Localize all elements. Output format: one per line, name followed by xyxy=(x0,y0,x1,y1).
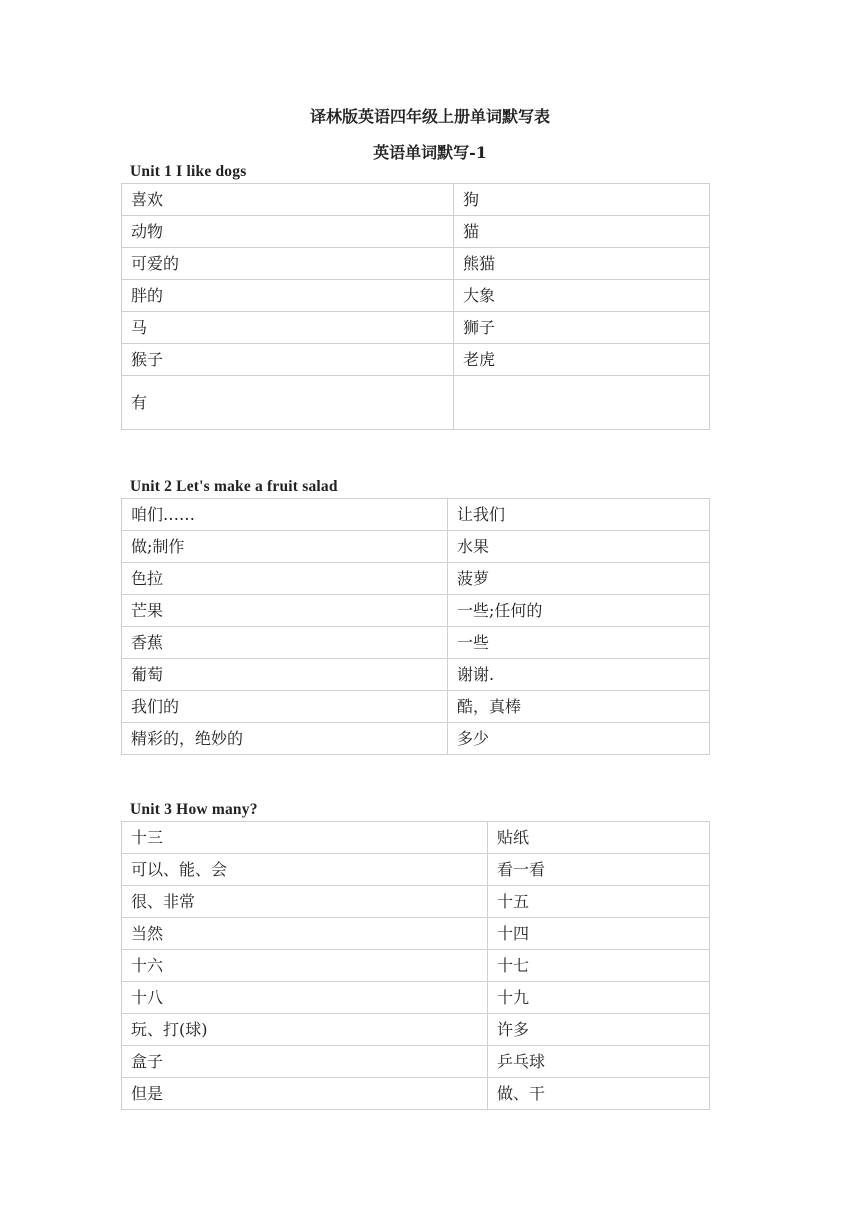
table-cell: 可以、能、会 xyxy=(122,854,488,886)
table-cell: 大象 xyxy=(454,280,710,312)
unit-3-table xyxy=(121,821,710,1110)
document-title: 译林版英语四年级上册单词默写表 xyxy=(309,107,550,126)
table-row xyxy=(122,659,710,691)
table-cell: 十八 xyxy=(122,982,488,1014)
unit-2-heading: Unit 2 Let's make a fruit salad xyxy=(130,478,338,495)
table-cell: 猫 xyxy=(454,216,710,248)
table-row xyxy=(122,1014,710,1046)
table-cell: 做;制作 xyxy=(122,531,448,563)
table-cell: 精彩的，绝妙的 xyxy=(122,723,448,755)
table-row xyxy=(122,312,710,344)
table-cell: 一些;任何的 xyxy=(448,595,710,627)
table-row xyxy=(122,854,710,886)
unit-1-heading: Unit 1 I like dogs xyxy=(130,163,247,180)
table-cell: 老虎 xyxy=(454,344,710,376)
table-row xyxy=(122,1046,710,1078)
table-row xyxy=(122,344,710,376)
table-row xyxy=(122,531,710,563)
table-row xyxy=(122,248,710,280)
table-cell: 胖的 xyxy=(122,280,454,312)
table-cell: 玩、打(球) xyxy=(122,1014,488,1046)
table-row xyxy=(122,886,710,918)
table-row xyxy=(122,918,710,950)
table-row xyxy=(122,950,710,982)
table-row xyxy=(122,982,710,1014)
table-cell: 盒子 xyxy=(122,1046,488,1078)
table-cell: 芒果 xyxy=(122,595,448,627)
table-row xyxy=(122,280,710,312)
table-cell: 一些 xyxy=(448,627,710,659)
table-cell: 我们的 xyxy=(122,691,448,723)
table-cell: 多少 xyxy=(448,723,710,755)
table-cell: 马 xyxy=(122,312,454,344)
table-cell: 熊猫 xyxy=(454,248,710,280)
table-cell: 香蕉 xyxy=(122,627,448,659)
table-row xyxy=(122,691,710,723)
unit-2-table xyxy=(121,498,710,755)
table-cell: 酷，真棒 xyxy=(448,691,710,723)
table-row xyxy=(122,499,710,531)
table-cell: 葡萄 xyxy=(122,659,448,691)
table-row xyxy=(122,184,710,216)
table-cell: 乒乓球 xyxy=(488,1046,710,1078)
table-cell: 菠萝 xyxy=(448,563,710,595)
table-cell: 当然 xyxy=(122,918,488,950)
table-cell: 狮子 xyxy=(454,312,710,344)
table-row xyxy=(122,822,710,854)
table-cell: 十五 xyxy=(488,886,710,918)
document-subtitle: 英语单词默写-1 xyxy=(373,143,487,162)
table-cell: 动物 xyxy=(122,216,454,248)
table-cell: 做、干 xyxy=(488,1078,710,1110)
table-cell: 十三 xyxy=(122,822,488,854)
table-row xyxy=(122,216,710,248)
table-cell: 猴子 xyxy=(122,344,454,376)
table-cell: 但是 xyxy=(122,1078,488,1110)
table-row xyxy=(122,723,710,755)
table-cell: 很、非常 xyxy=(122,886,488,918)
table-cell: 水果 xyxy=(448,531,710,563)
table-cell: 十六 xyxy=(122,950,488,982)
table-cell xyxy=(454,376,710,430)
table-cell: 有 xyxy=(122,376,454,430)
table-row xyxy=(122,1078,710,1110)
unit-1-table xyxy=(121,183,710,430)
table-row xyxy=(122,627,710,659)
table-cell: 看一看 xyxy=(488,854,710,886)
table-row xyxy=(122,595,710,627)
table-cell: 咱们…… xyxy=(122,499,448,531)
table-cell: 贴纸 xyxy=(488,822,710,854)
table-cell: 让我们 xyxy=(448,499,710,531)
table-cell: 十九 xyxy=(488,982,710,1014)
table-cell: 喜欢 xyxy=(122,184,454,216)
table-cell: 可爱的 xyxy=(122,248,454,280)
table-cell: 十七 xyxy=(488,950,710,982)
table-row xyxy=(122,376,710,430)
table-cell: 许多 xyxy=(488,1014,710,1046)
table-row xyxy=(122,563,710,595)
table-cell: 谢谢. xyxy=(448,659,710,691)
table-cell: 十四 xyxy=(488,918,710,950)
table-cell: 色拉 xyxy=(122,563,448,595)
table-cell: 狗 xyxy=(454,184,710,216)
unit-3-heading: Unit 3 How many? xyxy=(130,801,258,818)
